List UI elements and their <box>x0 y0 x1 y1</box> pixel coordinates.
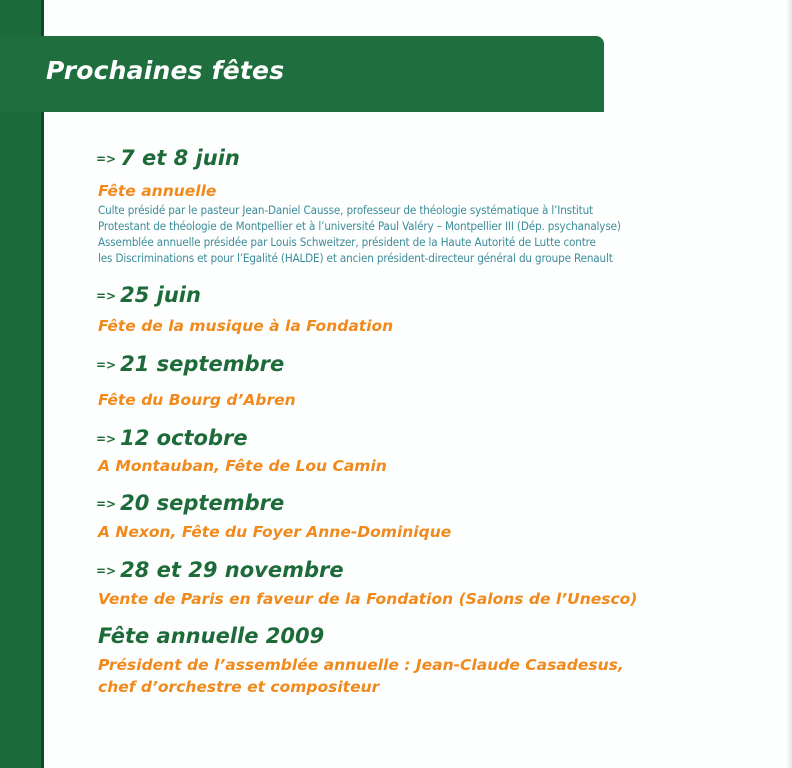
annual-2009-heading: Fête annuelle 2009 <box>98 624 325 648</box>
event-date-label: 21 septembre <box>120 352 285 376</box>
event-title-6: Vente de Paris en faveur de la Fondation (Salons de l’Unesco) <box>98 590 638 608</box>
event-date-label: 12 octobre <box>120 426 248 450</box>
arrow-icon: => <box>96 432 117 446</box>
arrow-icon: => <box>96 497 117 511</box>
annual-2009-line-1: Président de l’assemblée annuelle : Jean-Claude Casadesus, <box>98 656 624 674</box>
event-date-label: 20 septembre <box>120 491 285 515</box>
event-title-1: Fête annuelle <box>98 182 217 200</box>
event-title-2: Fête de la musique à la Fondation <box>98 317 394 335</box>
event-description-line: Protestant de théologie de Montpellier et à l’université Paul Valéry – Montpellier III (Dép. psychanalyse) <box>98 219 621 233</box>
annual-2009-line-2: chef d’orchestre et compositeur <box>98 678 380 696</box>
page-title: Prochaines fêtes <box>46 56 285 85</box>
event-date-1 <box>96 146 240 170</box>
event-date-4 <box>96 426 248 450</box>
page-fold-edge <box>786 0 792 768</box>
event-date-6 <box>96 558 344 582</box>
event-date-5 <box>96 491 284 515</box>
arrow-icon: => <box>96 152 117 166</box>
event-date-3 <box>96 352 284 376</box>
event-title-3: Fête du Bourg d’Abren <box>98 391 296 409</box>
event-title-4: A Montauban, Fête de Lou Camin <box>98 457 387 475</box>
event-date-2 <box>96 283 201 307</box>
event-title-5: A Nexon, Fête du Foyer Anne-Dominique <box>98 523 452 541</box>
arrow-icon: => <box>96 289 117 303</box>
event-date-label: 25 juin <box>120 283 201 307</box>
left-green-bar <box>0 0 44 768</box>
arrow-icon: => <box>96 358 117 372</box>
event-date-label: 28 et 29 novembre <box>120 558 344 582</box>
arrow-icon: => <box>96 564 117 578</box>
event-description-line: Assemblée annuelle présidée par Louis Schweitzer, président de la Haute Autorité de Lutte contre <box>98 235 596 249</box>
event-description-line: les Discriminations et pour l’Egalité (HALDE) et ancien président-directeur général du groupe Renault <box>98 251 613 265</box>
event-description-line: Culte présidé par le pasteur Jean-Daniel Causse, professeur de théologie systématique à l’Institut <box>98 203 593 217</box>
event-date-label: 7 et 8 juin <box>120 146 240 170</box>
